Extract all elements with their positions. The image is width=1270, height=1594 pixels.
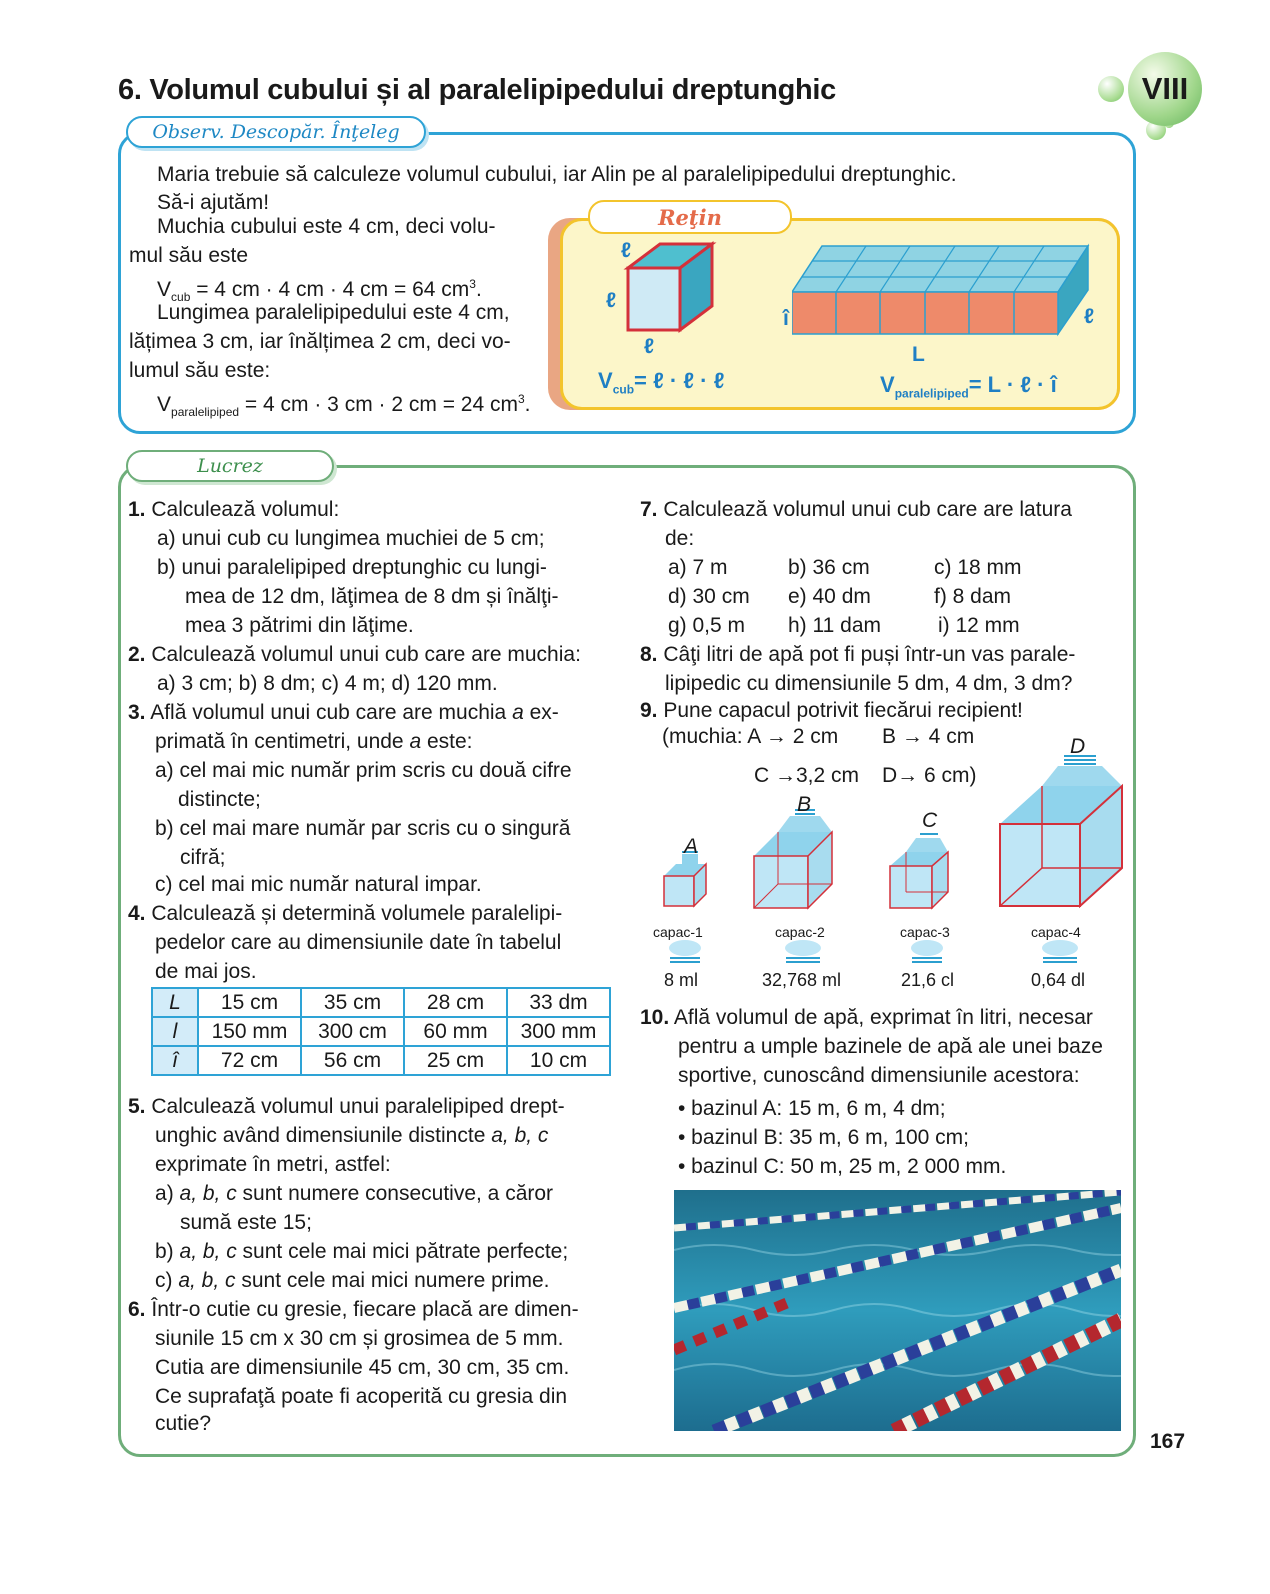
cap-volume: 32,768 ml xyxy=(762,970,842,990)
observ-text: mul său este xyxy=(129,244,249,267)
option: h) 11 dam xyxy=(788,614,881,637)
table-cell: 35 cm xyxy=(301,988,404,1017)
lucrez-tab: Lucrez xyxy=(126,450,334,482)
exercise-text: exprimate în metri, astfel: xyxy=(155,1153,391,1176)
cube-edge-label: ℓ xyxy=(644,335,655,358)
table-row xyxy=(152,1046,610,1075)
table-row xyxy=(152,988,610,1017)
table-row xyxy=(152,1017,610,1046)
option: g) 0,5 m xyxy=(668,614,746,637)
cap-label: capac-4 xyxy=(1031,924,1081,940)
exercise-text: c) a, b, c sunt cele mai mici numere prime. xyxy=(155,1269,550,1292)
exercise-text: Ce suprafaţă poate fi acoperită cu gresia din xyxy=(155,1385,568,1408)
table-cell: l xyxy=(152,1017,198,1046)
option: c) 18 mm xyxy=(934,556,1022,579)
container-label: B xyxy=(797,793,812,816)
table-cell: 28 cm xyxy=(404,988,507,1017)
exercise-text: mea de 12 dm, lăţimea de 8 dm și înălţi- xyxy=(185,585,559,608)
observ-text: Să-i ajutăm! xyxy=(157,191,270,214)
containers-figure xyxy=(650,730,1130,920)
cap-label: capac-2 xyxy=(775,924,825,940)
exercise-9: 9. Pune capacul potrivit fiecărui recipient! xyxy=(640,699,1023,722)
exercise-text: D→ 6 cm) xyxy=(882,764,977,787)
table-cell: 56 cm xyxy=(301,1046,404,1075)
exercise-text: pentru a umple bazinele de apă ale unei baze xyxy=(678,1035,1103,1058)
table-cell: 60 mm xyxy=(404,1017,507,1046)
exercise-1: 1. Calculează volumul: xyxy=(128,498,340,521)
option: b) 36 cm xyxy=(788,556,870,579)
exercise-text: de: xyxy=(665,527,695,550)
table-cell: 300 mm xyxy=(507,1017,610,1046)
table-cell: 25 cm xyxy=(404,1046,507,1075)
formula-parallelepiped: $V_{paralelipiped}= L$ · ℓ · î xyxy=(880,372,1057,401)
list-item: • bazinul B: 35 m, 6 m, 100 cm; xyxy=(678,1126,969,1149)
exercise-text: b) cel mai mare număr par scris cu o singură xyxy=(155,817,571,840)
exercise-text: a) unui cub cu lungimea muchiei de 5 cm; xyxy=(157,527,545,550)
exercise-text: a) a, b, c sunt numere consecutive, a căror xyxy=(155,1182,554,1205)
cap-label: capac-3 xyxy=(900,924,950,940)
retin-tab: Reţin xyxy=(588,200,792,234)
observ-text: lățimea 3 cm, iar înălțimea 2 cm, deci vo- xyxy=(129,330,511,353)
exercise-text: b) unui paralelipiped dreptunghic cu lungi- xyxy=(157,556,547,579)
cap-volume: 0,64 dl xyxy=(1031,970,1086,990)
observ-text: Maria trebuie să calculeze volumul cubului, iar Alin pe al paralelipipedului dreptunghic. xyxy=(157,163,957,186)
option: a) 7 m xyxy=(668,556,728,579)
table-cell: L xyxy=(152,988,198,1017)
bubble-decoration xyxy=(1098,76,1124,102)
exercise-10: 10. Află volumul de apă, exprimat în litri, necesar xyxy=(640,1006,1093,1029)
cap-volume: 8 ml xyxy=(664,970,699,990)
exercise-text: lipipedic cu dimensiunile 5 dm, 4 dm, 3 dm? xyxy=(665,672,1073,695)
table-cell: 150 mm xyxy=(198,1017,301,1046)
exercise-text: C →3,2 cm xyxy=(754,764,860,787)
table-cell: 72 cm xyxy=(198,1046,301,1075)
exercise-text: sportive, cunoscând dimensiunile acestora: xyxy=(678,1064,1080,1087)
box-height-label: î xyxy=(783,307,789,330)
exercise-text: cutie? xyxy=(155,1412,212,1435)
caps-figure xyxy=(650,938,1120,968)
container-label: A xyxy=(684,835,699,858)
table-cell: 300 cm xyxy=(301,1017,404,1046)
table-cell: 15 cm xyxy=(198,988,301,1017)
page-number: 167 xyxy=(1150,1430,1186,1453)
exercise-text: mea 3 pătrimi din lăţime. xyxy=(185,614,414,637)
observ-text: lumul său este: xyxy=(129,359,271,382)
cube-edge-label: ℓ xyxy=(606,289,617,312)
exercise-4: 4. Calculează și determină volumele paralelipi- xyxy=(128,902,563,925)
cap-volume: 21,6 cl xyxy=(901,970,955,990)
exercise-3: 3. Află volumul unui cub care are muchia a ex- xyxy=(128,701,559,724)
exercise-text: c) cel mai mic număr natural impar. xyxy=(155,873,482,896)
list-item: • bazinul A: 15 m, 6 m, 4 dm; xyxy=(678,1097,946,1120)
exercise-text: unghic având dimensiunile distincte a, b, c xyxy=(155,1124,549,1147)
exercise-text: Cutia are dimensiunile 45 cm, 30 cm, 35 cm. xyxy=(155,1356,570,1379)
formula-cube: $V_{cub}=$ ℓ · ℓ · ℓ xyxy=(598,368,725,397)
exercise-text: a) 3 cm; b) 8 dm; c) 4 m; d) 120 mm. xyxy=(157,672,498,695)
cube-edge-label: ℓ xyxy=(621,239,632,262)
table-cell: î xyxy=(152,1046,198,1075)
exercise-text: (muchia: A → 2 cm xyxy=(662,725,839,748)
exercise-text: pedelor care au dimensiunile date în tabelul xyxy=(155,931,562,954)
cap-label: capac-1 xyxy=(653,924,703,940)
observ-text: Lungimea paralelipipedului este 4 cm, xyxy=(157,301,510,324)
exercise-text: B → 4 cm xyxy=(882,725,975,748)
exercise-text: primată în centimetri, unde a este: xyxy=(155,730,473,753)
exercise-text: de mai jos. xyxy=(155,960,257,983)
observ-tab: Observ. Descopăr. Înţeleg xyxy=(126,116,426,148)
option: d) 30 cm xyxy=(668,585,750,608)
exercise-text: cifră; xyxy=(180,846,226,869)
dimensions-table xyxy=(151,987,611,1076)
box-length-label: L xyxy=(912,343,925,366)
observ-formula-box: $V_{paralelipiped} = 4$ cm · 3 cm · 2 cm = 24 $cm^3$. xyxy=(157,392,531,420)
container-d xyxy=(1000,756,1122,906)
exercise-text: sumă este 15; xyxy=(180,1211,312,1234)
exercise-2: 2. Calculează volumul unui cub care are muchia: xyxy=(128,643,581,666)
exercise-text: distincte; xyxy=(178,788,261,811)
exercise-8: 8. Câţi litri de apă pot fi puși într-un vas parale- xyxy=(640,643,1076,666)
exercise-text: b) a, b, c sunt cele mai mici pătrate perfecte; xyxy=(155,1240,569,1263)
observ-text: Muchia cubului este 4 cm, deci volu- xyxy=(157,215,496,238)
container-label: C xyxy=(922,809,938,832)
exercise-7: 7. Calculează volumul unui cub care are latura xyxy=(640,498,1072,521)
option: i) 12 mm xyxy=(938,614,1020,637)
cube-figure xyxy=(600,236,730,356)
box-figure xyxy=(792,240,1112,340)
pool-photo xyxy=(674,1190,1121,1431)
container-c xyxy=(890,834,948,908)
exercise-6: 6. Într-o cutie cu gresie, fiecare placă are dimen- xyxy=(128,1298,579,1321)
container-label: D xyxy=(1070,735,1086,758)
page-title: 6. Volumul cubului și al paralelipipedului dreptunghic xyxy=(118,74,837,106)
chapter-badge: VIII xyxy=(1128,52,1202,126)
observ-formula-cube: $V_{cub} = 4$ cm · 4 cm · 4 cm = 64 $cm^3$. xyxy=(157,277,482,305)
option: f) 8 dam xyxy=(934,585,1012,608)
exercise-text: siunile 15 cm x 30 cm și grosimea de 5 mm. xyxy=(155,1327,564,1350)
list-item: • bazinul C: 50 m, 25 m, 2 000 mm. xyxy=(678,1155,1007,1178)
option: e) 40 dm xyxy=(788,585,871,608)
box-width-label: ℓ xyxy=(1084,305,1095,328)
container-b xyxy=(754,810,832,908)
exercise-5: 5. Calculează volumul unui paralelipiped drept- xyxy=(128,1095,565,1118)
table-cell: 10 cm xyxy=(507,1046,610,1075)
exercise-text: a) cel mai mic număr prim scris cu două cifre xyxy=(155,759,572,782)
table-cell: 33 dm xyxy=(507,988,610,1017)
